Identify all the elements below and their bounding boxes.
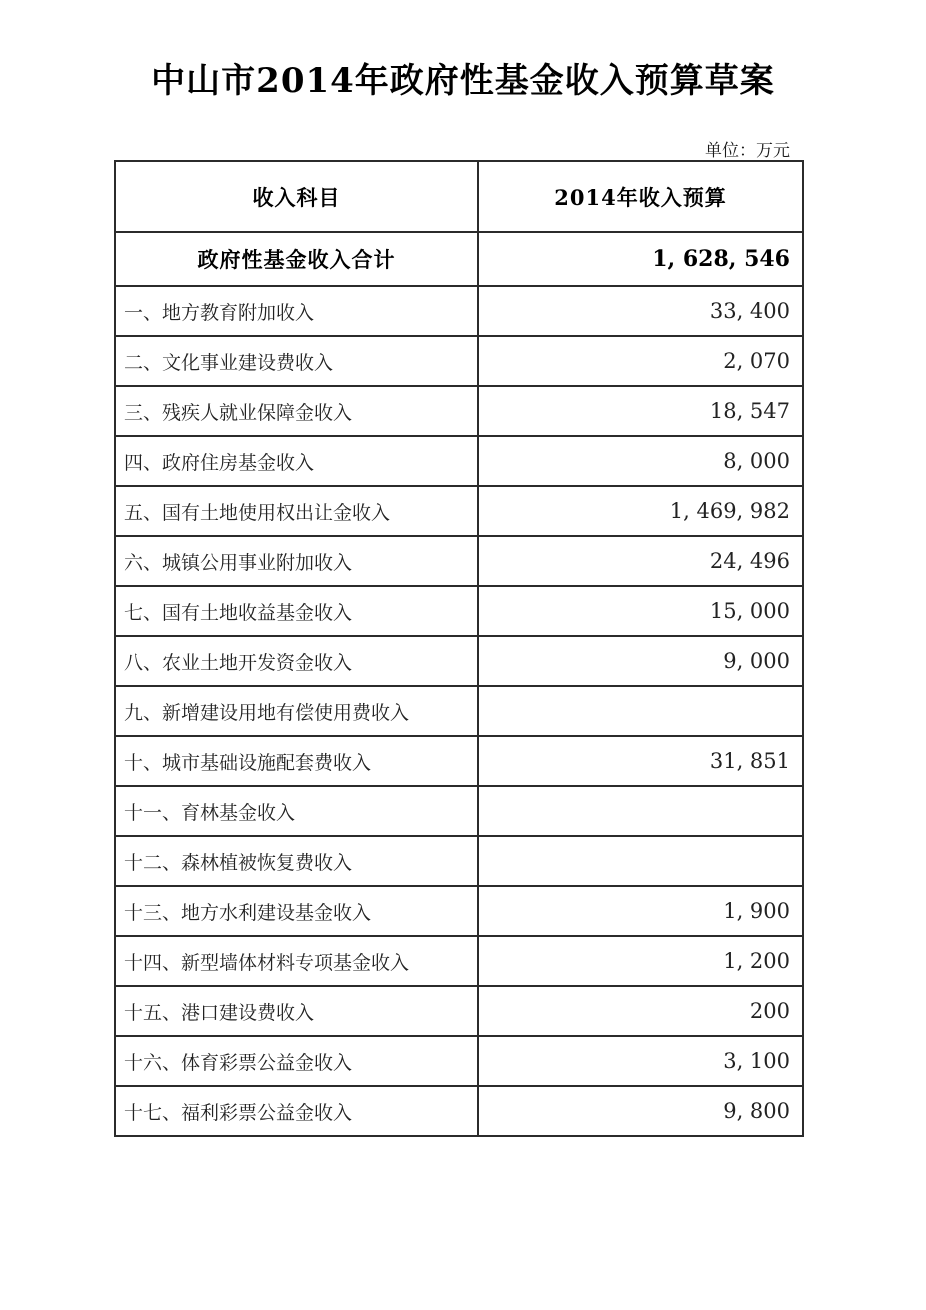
- row-label: 九、新增建设用地有偿使用费收入: [115, 686, 478, 736]
- column-header-2014-budget: 2014年收入预算: [478, 161, 803, 232]
- table-row: [115, 336, 803, 386]
- page-title: 中山市2014年政府性基金收入预算草案: [151, 61, 775, 101]
- total-row-label: 政府性基金收入合计: [115, 232, 478, 286]
- row-value: 9, 000: [478, 636, 803, 686]
- table-row: [115, 436, 803, 486]
- table-row: [115, 836, 803, 886]
- total-row: [115, 232, 803, 286]
- row-value: [478, 786, 803, 836]
- row-value: 1, 469, 982: [478, 486, 803, 536]
- table-row: [115, 286, 803, 336]
- table-row: [115, 686, 803, 736]
- row-label: 十三、地方水利建设基金收入: [115, 886, 478, 936]
- row-value: 1, 200: [478, 936, 803, 986]
- table-row: [115, 786, 803, 836]
- row-label: 六、城镇公用事业附加收入: [115, 536, 478, 586]
- row-label: 十四、新型墙体材料专项基金收入: [115, 936, 478, 986]
- row-label: 十六、体育彩票公益金收入: [115, 1036, 478, 1086]
- row-label: 八、农业土地开发资金收入: [115, 636, 478, 686]
- row-value: 18, 547: [478, 386, 803, 436]
- table-row: [115, 736, 803, 786]
- row-value: [478, 686, 803, 736]
- row-value: 15, 000: [478, 586, 803, 636]
- row-value: 31, 851: [478, 736, 803, 786]
- row-label: 十一、育林基金收入: [115, 786, 478, 836]
- row-label: 十五、港口建设费收入: [115, 986, 478, 1036]
- total-row-value: 1, 628, 546: [478, 232, 803, 286]
- row-value: 8, 000: [478, 436, 803, 486]
- table-row: [115, 586, 803, 636]
- row-label: 五、国有土地使用权出让金收入: [115, 486, 478, 536]
- table-row: [115, 1086, 803, 1136]
- table-row: [115, 886, 803, 936]
- column-header-revenue-subject: 收入科目: [115, 161, 478, 232]
- row-label: 十、城市基础设施配套费收入: [115, 736, 478, 786]
- row-label: 一、地方教育附加收入: [115, 286, 478, 336]
- row-label: 三、残疾人就业保障金收入: [115, 386, 478, 436]
- table-row: [115, 636, 803, 686]
- table-row: [115, 486, 803, 536]
- row-label: 二、文化事业建设费收入: [115, 336, 478, 386]
- table-row: [115, 936, 803, 986]
- row-label: 十二、森林植被恢复费收入: [115, 836, 478, 886]
- row-label: 四、政府住房基金收入: [115, 436, 478, 486]
- row-value: 33, 400: [478, 286, 803, 336]
- row-label: 十七、福利彩票公益金收入: [115, 1086, 478, 1136]
- table-row: [115, 386, 803, 436]
- row-value: 2, 070: [478, 336, 803, 386]
- table-header-row: [115, 161, 803, 232]
- row-value: 24, 496: [478, 536, 803, 586]
- row-value: 9, 800: [478, 1086, 803, 1136]
- row-value: [478, 836, 803, 886]
- row-value: 200: [478, 986, 803, 1036]
- row-value: 1, 900: [478, 886, 803, 936]
- table-row: [115, 1036, 803, 1086]
- budget-table: [114, 160, 804, 1137]
- row-label: 七、国有土地收益基金收入: [115, 586, 478, 636]
- unit-label: 单位：万元: [705, 141, 790, 161]
- row-value: 3, 100: [478, 1036, 803, 1086]
- table-row: [115, 986, 803, 1036]
- table-row: [115, 536, 803, 586]
